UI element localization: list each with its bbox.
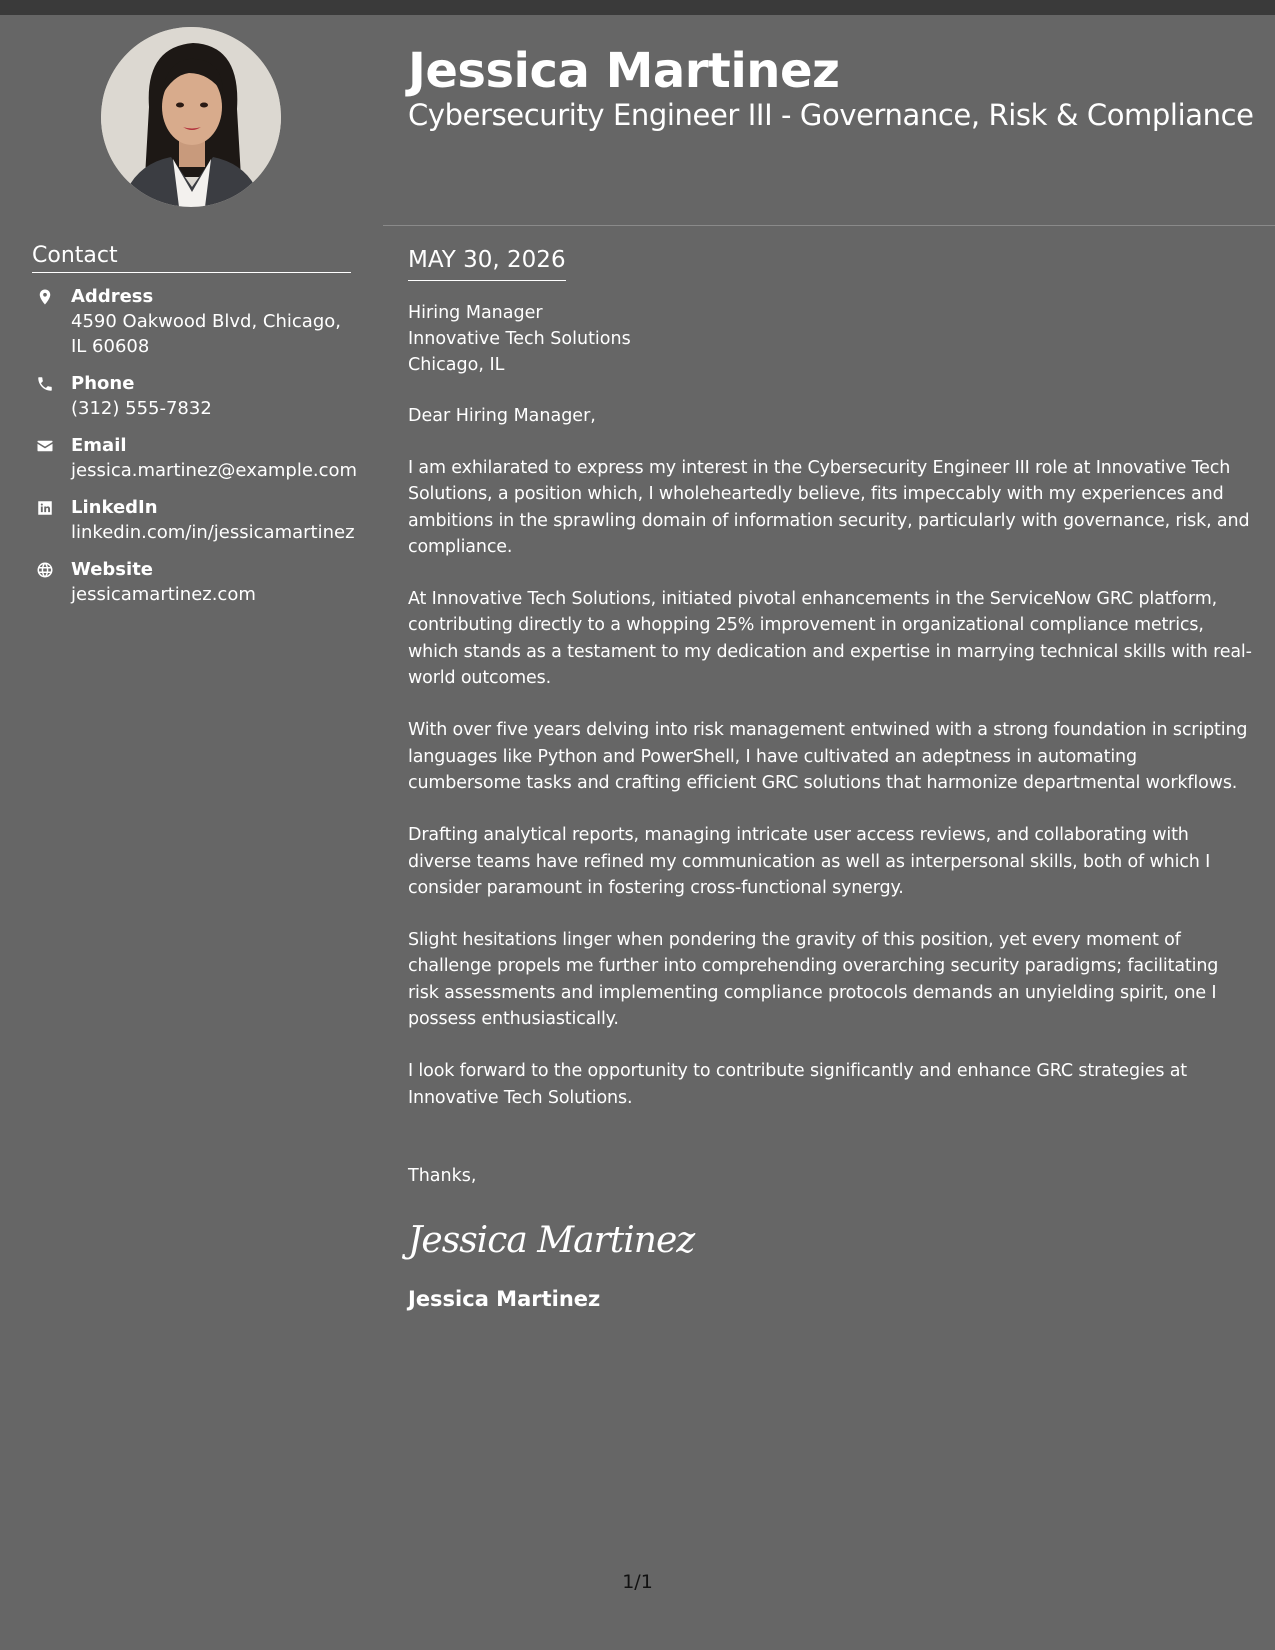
recipient-line: Hiring Manager bbox=[408, 303, 543, 323]
contact-item-address bbox=[32, 285, 362, 359]
letter-paragraph: At Innovative Tech Solutions, initiated pivotal enhancements in the ServiceNow GRC platform, contributing directly to a whopping 25% improvement in organizational compliance metrics, which stands as a testament to my dedication and expertise in marrying technical skills with real-world outcomes. bbox=[408, 589, 1252, 689]
website-value[interactable]: jessicamartinez.com bbox=[71, 584, 256, 605]
salutation: Dear Hiring Manager, bbox=[408, 406, 596, 426]
contact-label: Email bbox=[71, 435, 127, 456]
profile-photo-illustration bbox=[101, 27, 281, 207]
signer-name: Jessica Martinez bbox=[408, 1286, 601, 1311]
linkedin-icon bbox=[35, 498, 55, 518]
map-pin-icon bbox=[35, 287, 55, 307]
cover-letter-page bbox=[0, 15, 1275, 1650]
contact-item-website bbox=[32, 558, 362, 607]
contact-label: Website bbox=[71, 559, 154, 580]
page-number: 1/1 bbox=[622, 1571, 653, 1593]
top-bar bbox=[0, 0, 1275, 15]
recipient-line: Chicago, IL bbox=[408, 355, 505, 375]
contact-label: Address bbox=[71, 286, 154, 307]
letter-paragraph: I look forward to the opportunity to contribute significantly and enhance GRC strategies at Innovative Tech Solutions. bbox=[408, 1061, 1187, 1108]
letter-body bbox=[408, 245, 1253, 1313]
sidebar bbox=[0, 15, 383, 1650]
phone-value: (312) 555-7832 bbox=[71, 398, 212, 419]
closing: Thanks, bbox=[408, 1165, 477, 1186]
header-divider bbox=[383, 225, 1275, 226]
letter-paragraph: Slight hesitations linger when pondering the gravity of this position, yet every moment of challenge propels me further into comprehending overarching security paradigms; facilitating risk assessments and implementing compliance protocols demands an unyielding spirit, one I possess enthusiastically. bbox=[408, 930, 1219, 1030]
contact-label: Phone bbox=[71, 373, 135, 394]
contact-label: LinkedIn bbox=[71, 497, 158, 518]
linkedin-value[interactable]: linkedin.com/in/jessicamartinez bbox=[71, 522, 355, 543]
letter-header bbox=[408, 43, 1258, 134]
envelope-icon bbox=[35, 436, 55, 456]
email-value[interactable]: jessica.martinez@example.com bbox=[71, 460, 358, 481]
globe-icon bbox=[35, 560, 55, 580]
contact-item-phone bbox=[32, 372, 362, 421]
letter-paragraph: Drafting analytical reports, managing intricate user access reviews, and collaborating with diverse teams have refined my communication as well as interpersonal skills, both of which I consider paramount in fostering cross-functional synergy. bbox=[408, 825, 1211, 898]
recipient-line: Innovative Tech Solutions bbox=[408, 329, 631, 349]
letter-date: MAY 30, 2026 bbox=[408, 245, 566, 281]
contact-list bbox=[32, 285, 362, 620]
applicant-title: Cybersecurity Engineer III - Governance, Risk & Compliance bbox=[408, 98, 1254, 132]
contact-item-linkedin bbox=[32, 496, 362, 545]
letter-paragraph: With over five years delving into risk management entwined with a strong foundation in scripting languages like Python and PowerShell, I have cultivated an adeptness in automating cumbersome tasks and crafting efficient GRC solutions that harmonize departmental workflows. bbox=[408, 720, 1248, 793]
handwritten-signature: Jessica Martinez bbox=[408, 1219, 695, 1261]
profile-photo bbox=[101, 27, 281, 207]
recipient-block bbox=[408, 300, 1253, 378]
contact-item-email bbox=[32, 434, 362, 483]
phone-icon bbox=[35, 374, 55, 394]
contact-heading: Contact bbox=[32, 243, 351, 273]
applicant-name: Jessica Martinez bbox=[408, 43, 840, 99]
letter-paragraph: I am exhilarated to express my interest in the Cybersecurity Engineer III role at Innovative Tech Solutions, a position which, I wholeheartedly believe, fits impeccably with my experiences and ambitions in the sprawling domain of information security, particularly with governance, risk, and compliance. bbox=[408, 458, 1250, 557]
address-value: 4590 Oakwood Blvd, Chicago, IL 60608 bbox=[71, 311, 341, 357]
